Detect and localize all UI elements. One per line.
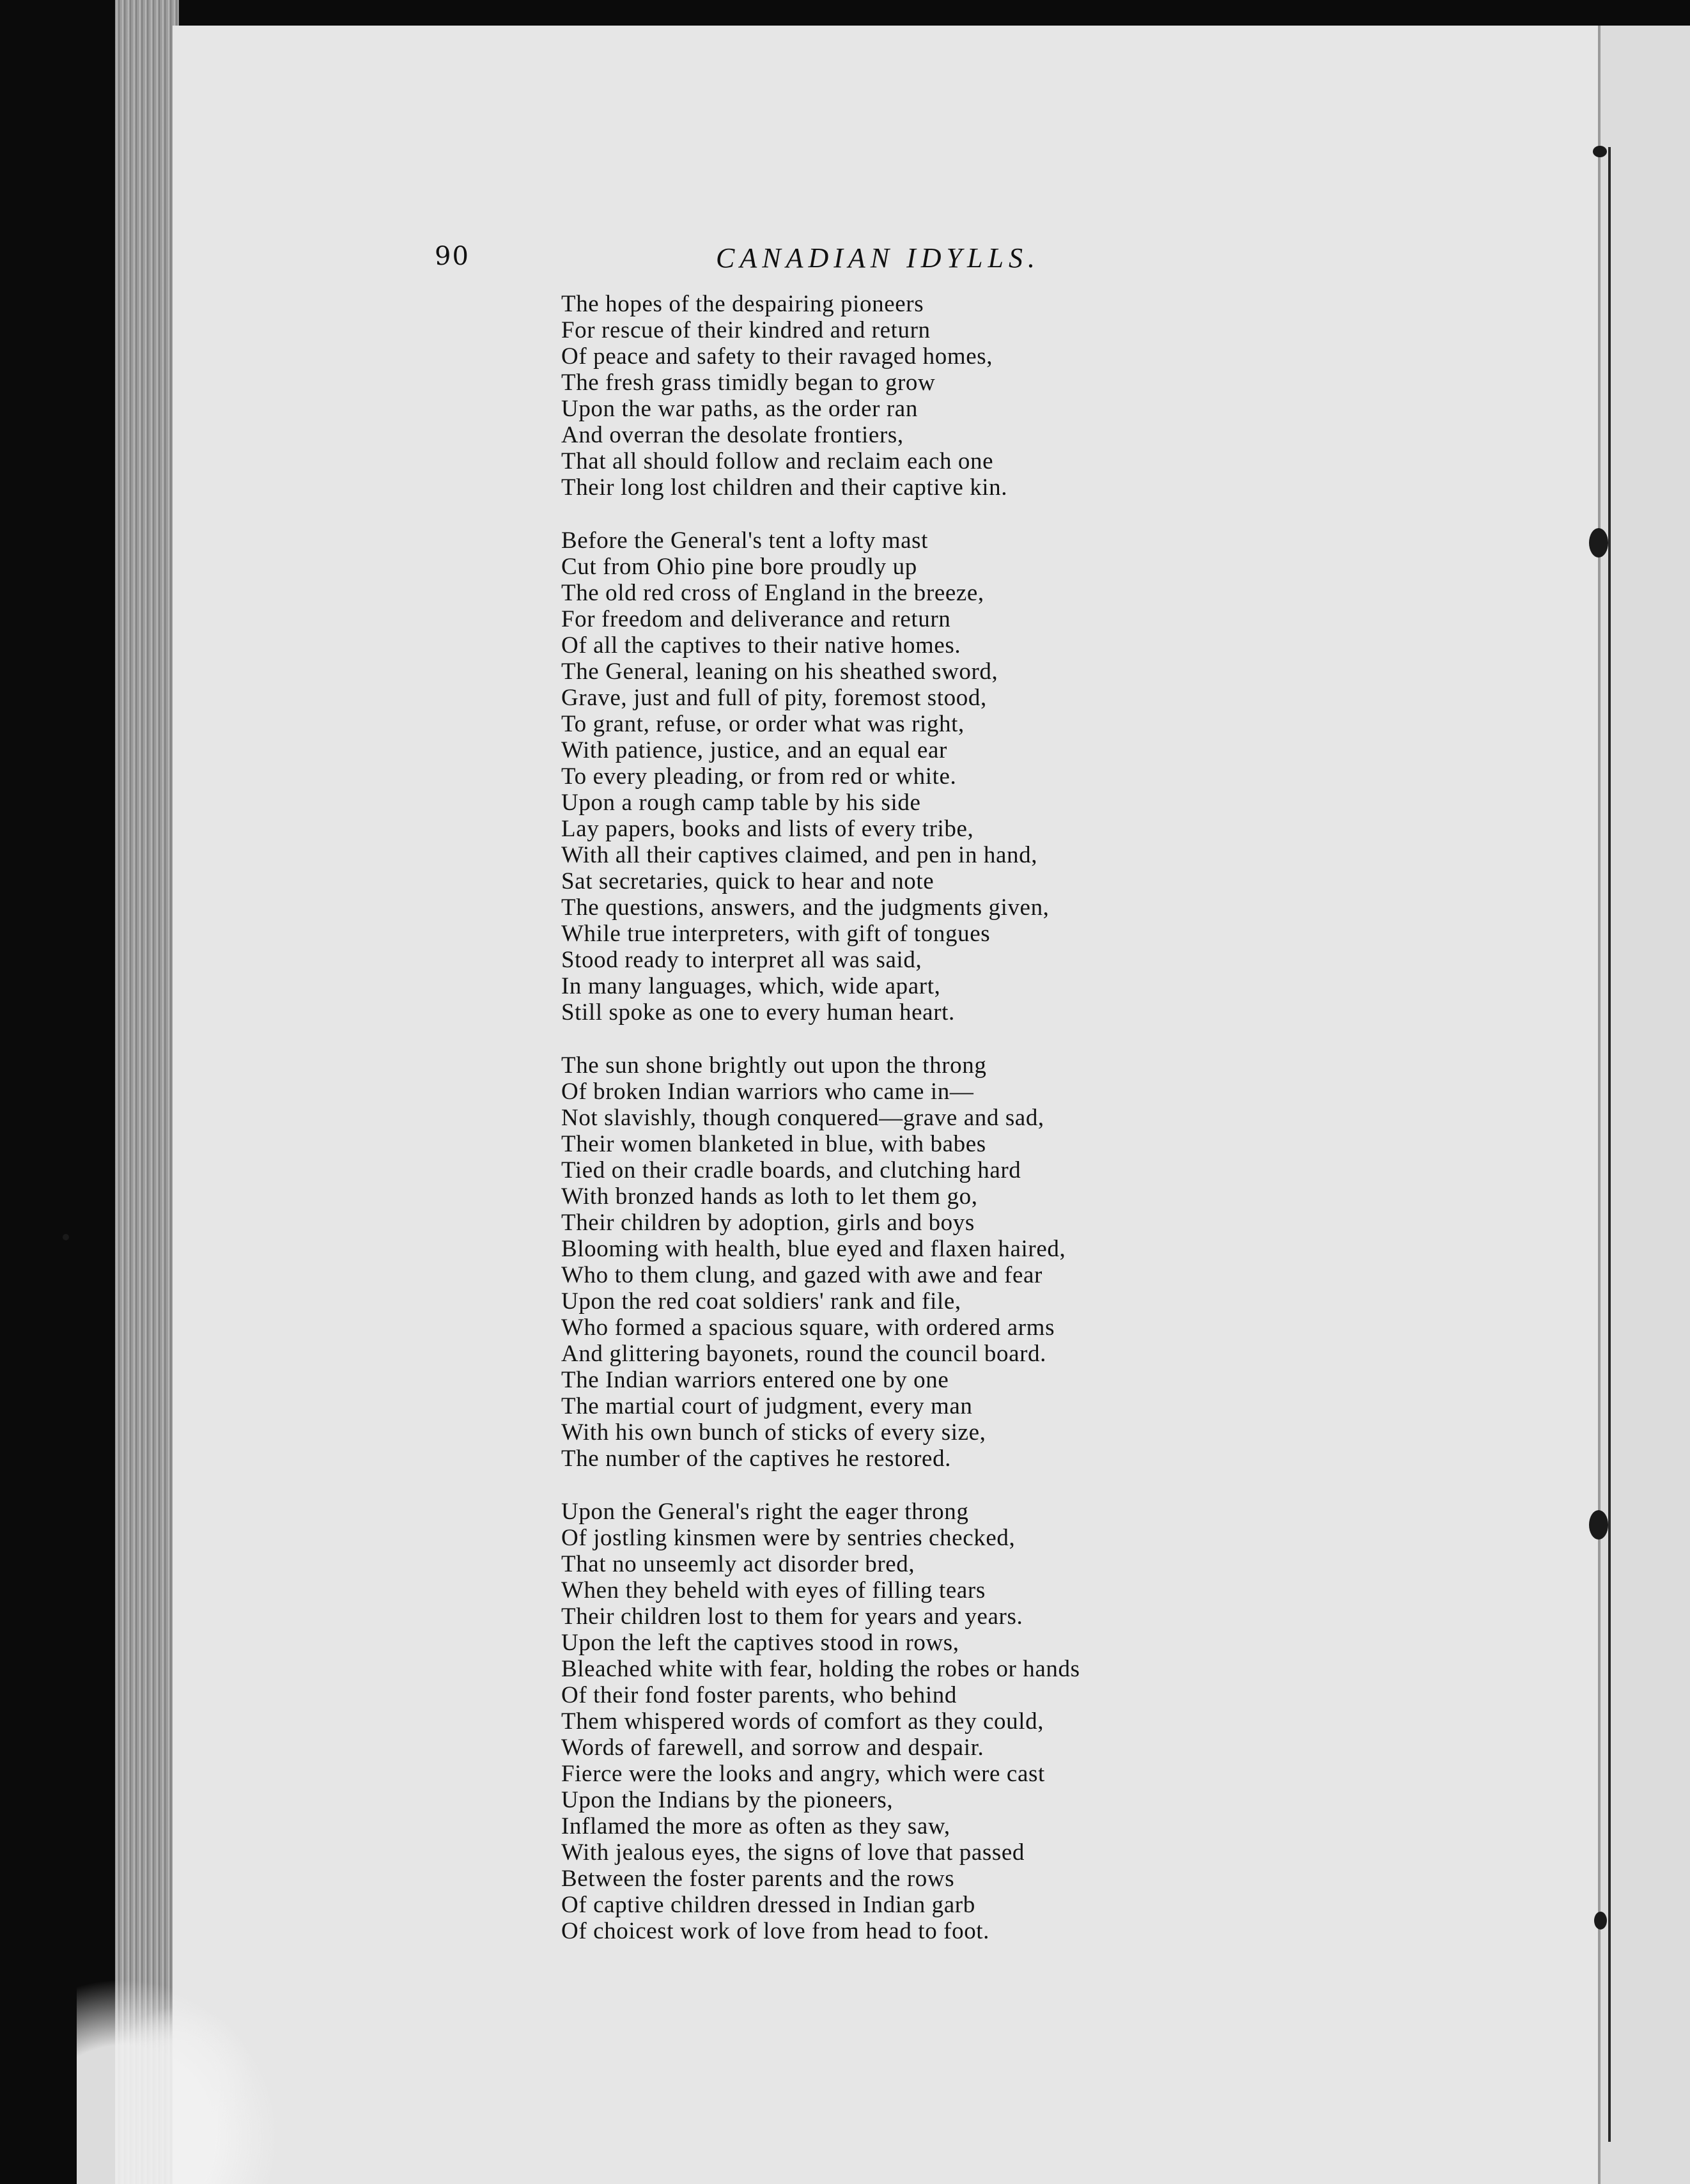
verse-line: When they beheld with eyes of filling tears: [561, 1577, 986, 1603]
verse-line: Their long lost children and their captive kin.: [561, 474, 1008, 501]
ink-speck: [1593, 146, 1607, 157]
verse-line: The hopes of the despairing pioneers: [561, 291, 924, 317]
verse-line: Them whispered words of comfort as they could,: [561, 1708, 1044, 1735]
verse-line: With all their captives claimed, and pen in hand,: [561, 842, 1038, 868]
verse-line: Blooming with health, blue eyed and flaxen haired,: [561, 1236, 1066, 1262]
stanza: [561, 291, 1379, 501]
verse-line: The number of the captives he restored.: [561, 1446, 952, 1472]
verse-line: The General, leaning on his sheathed sword,: [561, 659, 998, 685]
stanza: [561, 527, 1379, 1026]
verse-line: With his own bunch of sticks of every size,: [561, 1419, 986, 1446]
verse-line: The questions, answers, and the judgments given,: [561, 894, 1050, 921]
verse-line: Still spoke as one to every human heart.: [561, 999, 955, 1026]
verse-line: To every pleading, or from red or white.: [561, 763, 957, 790]
verse-line: The martial court of judgment, every man: [561, 1393, 973, 1419]
verse-line: Tied on their cradle boards, and clutching hard: [561, 1157, 1021, 1183]
facing-page-gutter-line: [1608, 147, 1611, 2142]
verse-line: For rescue of their kindred and return: [561, 317, 931, 343]
verse-line: With bronzed hands as loth to let them go,: [561, 1183, 978, 1210]
verse-line: Their children lost to them for years and years.: [561, 1603, 1023, 1630]
ink-speck: [63, 1234, 69, 1240]
verse-line: Sat secretaries, quick to hear and note: [561, 868, 934, 894]
verse-line: Upon the General's right the eager throng: [561, 1499, 969, 1525]
verse-line: That all should follow and reclaim each one: [561, 448, 994, 474]
verse-line: Bleached white with fear, holding the robes or hands: [561, 1656, 1080, 1682]
verse-line: Grave, just and full of pity, foremost stood,: [561, 685, 987, 711]
verse-line: With patience, justice, and an equal ear: [561, 737, 947, 763]
damaged-page-corner: [77, 1950, 307, 2184]
verse-line: Upon the Indians by the pioneers,: [561, 1787, 894, 1813]
verse-line: Who formed a spacious square, with ordered arms: [561, 1314, 1055, 1341]
verse-line: The old red cross of England in the breeze,: [561, 580, 984, 606]
page-header: [435, 242, 1432, 280]
verse-line: Their women blanketed in blue, with babes: [561, 1131, 986, 1157]
verse-line: And overran the desolate frontiers,: [561, 422, 904, 448]
verse-line: And glittering bayonets, round the council board.: [561, 1341, 1046, 1367]
verse-line: Upon the war paths, as the order ran: [561, 396, 918, 422]
verse-line: Of their fond foster parents, who behind: [561, 1682, 957, 1708]
verse-line: Fierce were the looks and angry, which were cast: [561, 1761, 1045, 1787]
verse-line: The sun shone brightly out upon the throng: [561, 1052, 987, 1079]
verse-line: In many languages, which, wide apart,: [561, 973, 941, 999]
verse-line: Between the foster parents and the rows: [561, 1866, 955, 1892]
verse-line: Upon the left the captives stood in rows,: [561, 1630, 959, 1656]
stanza: [561, 1499, 1379, 1944]
running-head: CANADIAN IDYLLS.: [716, 242, 1040, 274]
ink-speck: [1594, 1912, 1607, 1930]
verse-line: Of jostling kinsmen were by sentries checked,: [561, 1525, 1016, 1551]
ink-speck: [1589, 1510, 1608, 1540]
verse-line: Not slavishly, though conquered—grave and sad,: [561, 1105, 1044, 1131]
verse-line: Who to them clung, and gazed with awe and fear: [561, 1262, 1043, 1288]
verse-line: Of all the captives to their native homes.: [561, 632, 961, 659]
verse-line: Upon a rough camp table by his side: [561, 790, 921, 816]
verse-line: Before the General's tent a lofty mast: [561, 527, 928, 554]
verse-line: While true interpreters, with gift of tongues: [561, 921, 991, 947]
verse-line: That no unseemly act disorder bred,: [561, 1551, 915, 1577]
ink-speck: [1589, 528, 1608, 558]
stanza: [561, 1052, 1379, 1472]
verse-line: Of broken Indian warriors who came in—: [561, 1079, 974, 1105]
facing-page-strip: [1598, 26, 1690, 2184]
verse-line: The Indian warriors entered one by one: [561, 1367, 949, 1393]
poem-body: [561, 291, 1379, 1971]
verse-line: Their children by adoption, girls and boys: [561, 1210, 975, 1236]
verse-line: Inflamed the more as often as they saw,: [561, 1813, 950, 1839]
verse-line: With jealous eyes, the signs of love that passed: [561, 1839, 1025, 1866]
verse-line: Stood ready to interpret all was said,: [561, 947, 922, 973]
verse-line: Of choicest work of love from head to foot.: [561, 1918, 990, 1944]
verse-line: To grant, refuse, or order what was right,: [561, 711, 965, 737]
page-number: 90: [435, 242, 470, 271]
verse-line: Of peace and safety to their ravaged homes,: [561, 343, 993, 370]
verse-line: For freedom and deliverance and return: [561, 606, 951, 632]
verse-line: Of captive children dressed in Indian garb: [561, 1892, 975, 1918]
verse-line: Cut from Ohio pine bore proudly up: [561, 554, 917, 580]
verse-line: The fresh grass timidly began to grow: [561, 370, 936, 396]
verse-line: Lay papers, books and lists of every tribe,: [561, 816, 974, 842]
book-page-edges: [115, 0, 179, 2184]
verse-line: Upon the red coat soldiers' rank and file,: [561, 1288, 961, 1314]
verse-line: Words of farewell, and sorrow and despair.: [561, 1735, 984, 1761]
